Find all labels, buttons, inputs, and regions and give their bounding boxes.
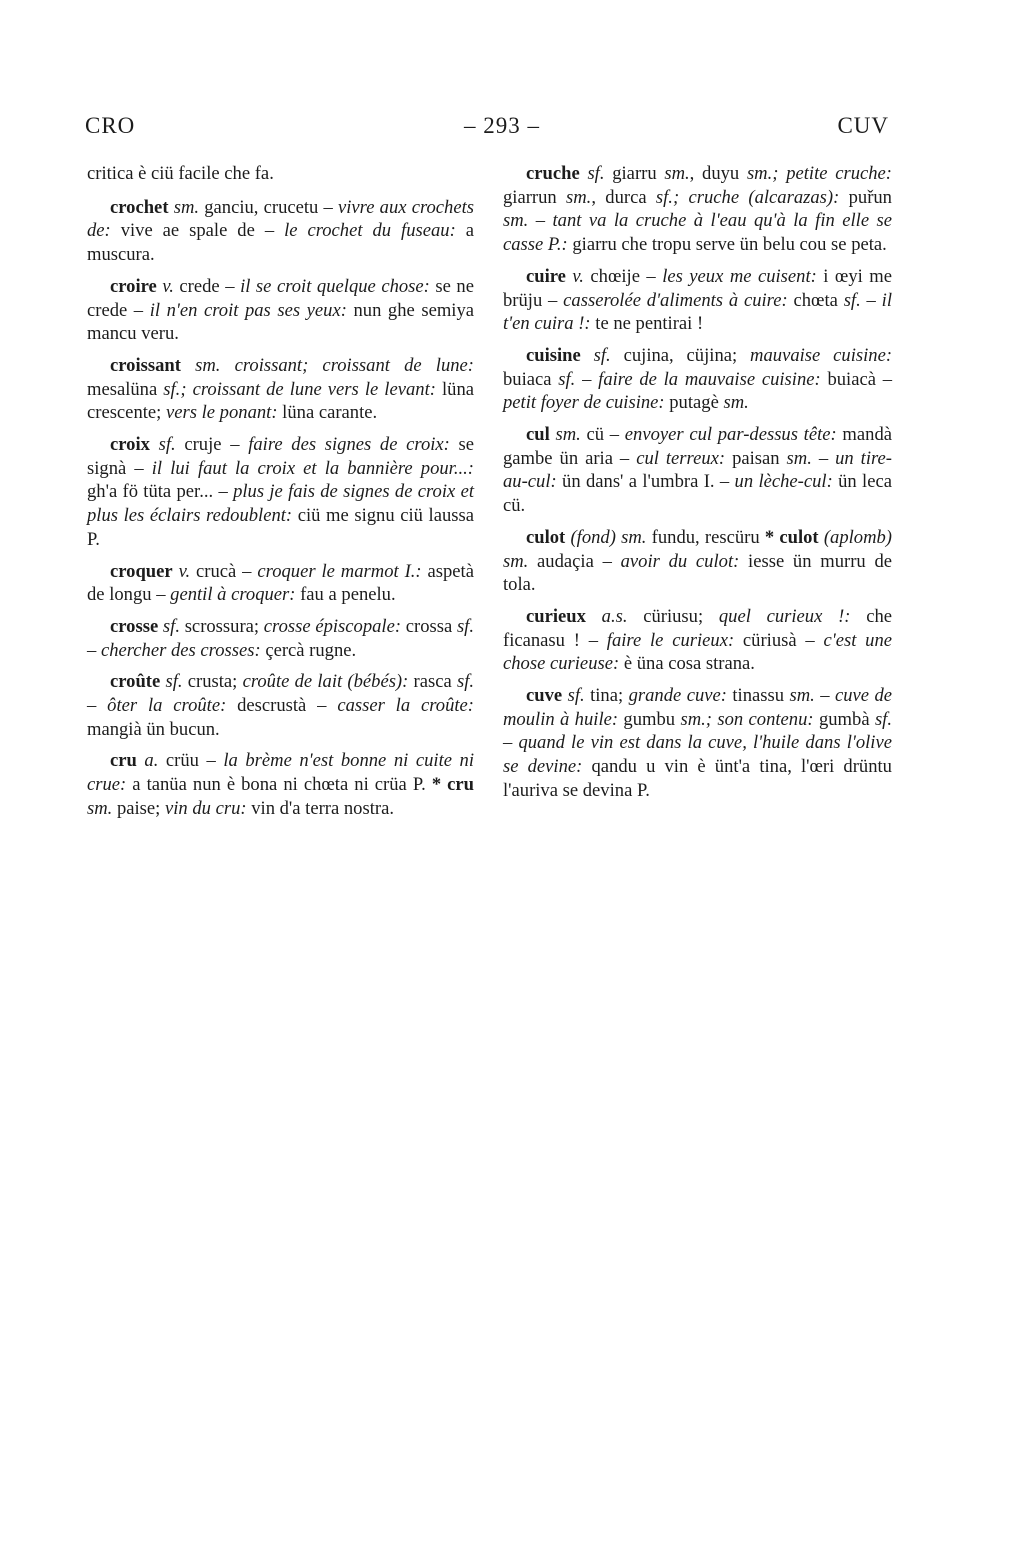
continuation-text bbox=[87, 162, 474, 186]
italic-text: sm. bbox=[566, 186, 592, 208]
italic-text: quand le vin est dans la cuve, l'huile dans l'olive se devine: bbox=[503, 732, 892, 778]
italic-text: grande cuve: bbox=[628, 685, 727, 707]
headword: crosse bbox=[110, 615, 159, 637]
running-head-right: CUV bbox=[837, 113, 889, 138]
right-column bbox=[503, 162, 892, 811]
dictionary-entry bbox=[503, 605, 892, 676]
italic-text: petit foyer de cuisine: bbox=[503, 392, 665, 414]
entry-text: paisan bbox=[725, 447, 787, 469]
italic-text: sf. bbox=[567, 685, 585, 707]
page-number: – 293 – bbox=[464, 113, 540, 138]
entry-text bbox=[581, 345, 594, 366]
entry-text: – bbox=[575, 368, 599, 390]
entry-text: descrustà – bbox=[226, 695, 338, 717]
italic-text: mauvaise cuisine: bbox=[750, 344, 893, 366]
italic-text: plus je fais de signes de croix et plus les éclairs redoublent: bbox=[87, 481, 474, 527]
italic-text: v. bbox=[178, 560, 191, 582]
italic-text: casser la croûte: bbox=[337, 695, 474, 717]
entry-text bbox=[586, 606, 602, 627]
running-head-left: CRO bbox=[85, 113, 136, 138]
italic-text: sm. bbox=[555, 424, 581, 446]
italic-text: cruche (alcarazas): bbox=[688, 186, 840, 208]
entry-text: ün dans' a l'umbra I. – bbox=[556, 471, 735, 493]
italic-text: le crochet du fuseau: bbox=[284, 220, 456, 242]
italic-text: la brème n'est bonne ni cuite ni crue: bbox=[87, 750, 475, 796]
entry-text: nun ghe semiya mancu veru. bbox=[87, 299, 475, 345]
entry-text bbox=[220, 355, 234, 376]
italic-text: sm. bbox=[723, 392, 749, 414]
entry-text: ün leca cü. bbox=[503, 471, 892, 517]
entry-text: vin d'a terra nostra. bbox=[246, 797, 394, 819]
entry-text: çercà rugne. bbox=[260, 639, 357, 661]
entry-text: è üna cosa strana. bbox=[619, 653, 755, 675]
headword: cuisine bbox=[526, 344, 581, 366]
entry-text: , duyu bbox=[689, 163, 747, 184]
italic-text: croissant; croissant de lune: bbox=[234, 354, 474, 376]
italic-text: faire de la mauvaise cuisine: bbox=[598, 368, 821, 390]
italic-text: sm. bbox=[503, 550, 529, 572]
entry-text: te ne pentirai ! bbox=[590, 313, 704, 335]
italic-text: croissant de lune vers le levant: bbox=[192, 378, 436, 400]
entry-text: , durca bbox=[591, 186, 656, 208]
italic-text: chercher des crosses: bbox=[100, 639, 261, 661]
entry-text: giarru che tropu serve ün belu cou se peta. bbox=[567, 234, 887, 256]
entry-text: gumbà bbox=[813, 708, 875, 730]
italic-text: il n'en croit pas ses yeux: bbox=[149, 299, 347, 321]
italic-text: sm. bbox=[503, 210, 529, 232]
italic-text: sm. bbox=[664, 163, 690, 184]
dictionary-entry bbox=[87, 670, 474, 741]
dictionary-entry bbox=[503, 344, 892, 415]
entry-text bbox=[181, 355, 195, 376]
dictionary-entry bbox=[503, 265, 892, 336]
italic-text: sf. bbox=[165, 671, 183, 693]
entry-text: crede – bbox=[173, 275, 241, 297]
italic-text: gentil à croquer: bbox=[170, 584, 296, 606]
italic-text: il t'en cuira !: bbox=[503, 289, 893, 335]
headword: * culot bbox=[764, 526, 819, 548]
entry-text: ganciu, crucetu – bbox=[199, 196, 339, 218]
entry-text: giarru bbox=[604, 163, 665, 184]
entry-text: vive ae spale de – bbox=[110, 220, 285, 242]
headword: croquer bbox=[110, 560, 173, 582]
headword: curieux bbox=[526, 605, 586, 627]
italic-text: quel curieux !: bbox=[718, 605, 851, 627]
headword: cuve bbox=[526, 685, 563, 707]
entry-text: fau a penelu. bbox=[295, 584, 396, 606]
italic-text: sf. bbox=[456, 671, 475, 693]
italic-text: sm. bbox=[621, 526, 647, 548]
italic-text: sf. bbox=[558, 368, 576, 390]
italic-text: sm.; bbox=[746, 163, 779, 184]
dictionary-entry bbox=[503, 526, 892, 597]
italic-text: avoir du culot: bbox=[620, 550, 740, 572]
headword: croire bbox=[110, 275, 157, 297]
dictionary-entry bbox=[87, 354, 474, 425]
italic-text: sm. bbox=[195, 354, 221, 376]
italic-text: sm. bbox=[173, 196, 200, 218]
italic-text: faire des signes de croix: bbox=[248, 434, 450, 456]
italic-text: sm. bbox=[786, 447, 812, 469]
italic-text: croûte de lait (bébés): bbox=[242, 671, 409, 693]
entry-text: – bbox=[87, 695, 108, 717]
headword: croissant bbox=[110, 354, 181, 376]
headword: culot bbox=[526, 526, 566, 548]
entry-text: a muscura. bbox=[87, 220, 474, 266]
entry-text: mesalüna bbox=[87, 378, 164, 400]
italic-text: sf.; bbox=[655, 186, 680, 208]
italic-text: (fond) bbox=[570, 526, 616, 548]
dictionary-entry bbox=[87, 749, 474, 820]
italic-text: ôter la croûte: bbox=[107, 695, 227, 717]
headword: cuire bbox=[526, 265, 566, 287]
italic-text: a. bbox=[144, 750, 159, 772]
entry-text: mandà gambe ün aria – bbox=[503, 424, 892, 469]
italic-text: v. bbox=[572, 265, 584, 287]
dictionary-entry bbox=[503, 423, 892, 518]
entry-text: rasca bbox=[408, 671, 457, 693]
entry-text: crucà – bbox=[190, 560, 258, 582]
entry-text: puřun bbox=[839, 186, 892, 208]
italic-text: sf. bbox=[843, 289, 861, 311]
italic-text: c'est une chose curieuse: bbox=[503, 629, 892, 675]
italic-text: cul terreux: bbox=[636, 447, 726, 469]
dictionary-entry bbox=[503, 684, 892, 803]
entry-text: cruje – bbox=[175, 434, 249, 456]
entry-text: lüna carante. bbox=[277, 402, 378, 424]
entry-text: i œyi me brüju – bbox=[503, 265, 892, 311]
dictionary-entry bbox=[87, 560, 474, 607]
italic-text: il lui faut la croix et la bannière pour...: bbox=[151, 457, 474, 479]
italic-text: sf. bbox=[158, 434, 176, 456]
italic-text: sm. bbox=[87, 797, 113, 819]
italic-text: a.s. bbox=[601, 605, 628, 627]
entry-text: scrossura; bbox=[179, 615, 264, 637]
italic-text: un lèche-cul: bbox=[734, 471, 833, 493]
entry-text: – bbox=[811, 447, 836, 469]
entry-text: crossa bbox=[401, 615, 457, 637]
italic-text: croquer le marmot I.: bbox=[257, 560, 422, 582]
italic-text: sf. bbox=[162, 615, 180, 637]
headword: cru bbox=[110, 750, 137, 772]
entry-text: – bbox=[860, 289, 882, 311]
italic-text: vin du cru: bbox=[164, 797, 247, 819]
entry-text: putagè bbox=[664, 392, 724, 414]
entry-text: cü – bbox=[580, 424, 625, 446]
entry-text: – bbox=[87, 639, 101, 661]
entry-text: lüna crescente; bbox=[87, 378, 475, 424]
headword: * cru bbox=[431, 774, 475, 796]
italic-text: sf. bbox=[874, 708, 892, 730]
dictionary-entry bbox=[87, 615, 474, 662]
italic-text: tant va la cruche à l'eau qu'à la fin elle se casse P.: bbox=[503, 210, 892, 256]
italic-text: sf. bbox=[456, 615, 474, 637]
entry-text: – bbox=[528, 210, 553, 232]
entry-text: iesse ün murru de tola. bbox=[503, 550, 893, 596]
entry-text: audaçia – bbox=[528, 550, 621, 572]
entry-text: chœije – bbox=[583, 265, 663, 287]
entry-text: fundu, rescüru bbox=[646, 526, 765, 548]
entry-text: critica è ciü facile che fa. bbox=[87, 163, 274, 184]
italic-text: crosse épiscopale: bbox=[263, 615, 402, 637]
entry-text: buiaca bbox=[503, 368, 559, 390]
italic-text: sf. bbox=[593, 344, 611, 366]
italic-text: vivre aux crochets de: bbox=[87, 196, 475, 242]
headword: croix bbox=[110, 434, 150, 456]
entry-text bbox=[150, 434, 159, 455]
entry-text: crüu – bbox=[158, 750, 224, 772]
dictionary-entry bbox=[503, 162, 892, 257]
italic-text: v. bbox=[162, 275, 174, 297]
italic-text: envoyer cul par-dessus tête: bbox=[624, 424, 837, 446]
italic-text: (aplomb) bbox=[823, 526, 892, 548]
headword: cul bbox=[526, 424, 550, 446]
entry-text: cüriusu; bbox=[627, 605, 719, 627]
italic-text: faire le curieux: bbox=[606, 629, 735, 651]
italic-text: cuve de moulin à huile: bbox=[503, 685, 892, 730]
entry-text: qandu u vin è ünt'a tina, l'œri drüntu l'auriva se devina P. bbox=[503, 756, 892, 801]
italic-text: sm. bbox=[789, 685, 815, 707]
entry-text: buiacà – bbox=[820, 368, 893, 390]
italic-text: sf. bbox=[587, 163, 605, 184]
entry-text: gumbu bbox=[618, 708, 681, 730]
italic-text: casserolée d'aliments à cuire: bbox=[563, 289, 788, 311]
italic-text: petite cruche: bbox=[786, 163, 892, 184]
headword: croûte bbox=[110, 671, 161, 693]
entry-text: a tanüa nun è bona ni chœta ni crüa P. bbox=[126, 774, 432, 796]
entry-text: cujina, cüjina; bbox=[610, 344, 751, 366]
entry-text: giarrun bbox=[503, 186, 567, 208]
italic-text: sm.; bbox=[680, 708, 712, 730]
entry-text: tina; bbox=[584, 685, 629, 707]
entry-text: chœta bbox=[787, 289, 844, 311]
entry-text: paise; bbox=[112, 797, 165, 819]
entry-text: – bbox=[814, 685, 835, 707]
entry-text: ciü me signu ciü laussa P. bbox=[87, 505, 475, 550]
entry-text: – bbox=[503, 732, 519, 754]
entry-text: tinassu bbox=[726, 685, 790, 707]
entry-text: gh'a fö tüta per... – bbox=[87, 481, 234, 503]
italic-text: son contenu: bbox=[717, 708, 814, 730]
left-column bbox=[87, 162, 474, 829]
entry-text: che ficanasu ! – bbox=[503, 605, 893, 651]
italic-text: sf.; bbox=[163, 378, 187, 400]
headword: cruche bbox=[526, 163, 580, 184]
italic-text: il se croit quelque chose: bbox=[240, 275, 430, 297]
entry-text: se signà – bbox=[87, 434, 475, 479]
entry-text: aspetà de longu – bbox=[87, 560, 474, 606]
entry-text: crusta; bbox=[182, 671, 243, 693]
dictionary-entry bbox=[87, 433, 474, 552]
dictionary-entry bbox=[87, 196, 474, 267]
italic-text: vers le ponant: bbox=[165, 402, 278, 424]
entry-text: cüriusà – bbox=[734, 629, 824, 651]
headword: crochet bbox=[110, 196, 169, 218]
entry-text: mangià ün bucun. bbox=[87, 718, 220, 740]
dictionary-entry bbox=[87, 275, 474, 346]
italic-text: les yeux me cuisent: bbox=[662, 265, 817, 287]
italic-text: un tire-au-cul: bbox=[503, 447, 892, 493]
entry-text: se ne crede – bbox=[87, 275, 474, 321]
